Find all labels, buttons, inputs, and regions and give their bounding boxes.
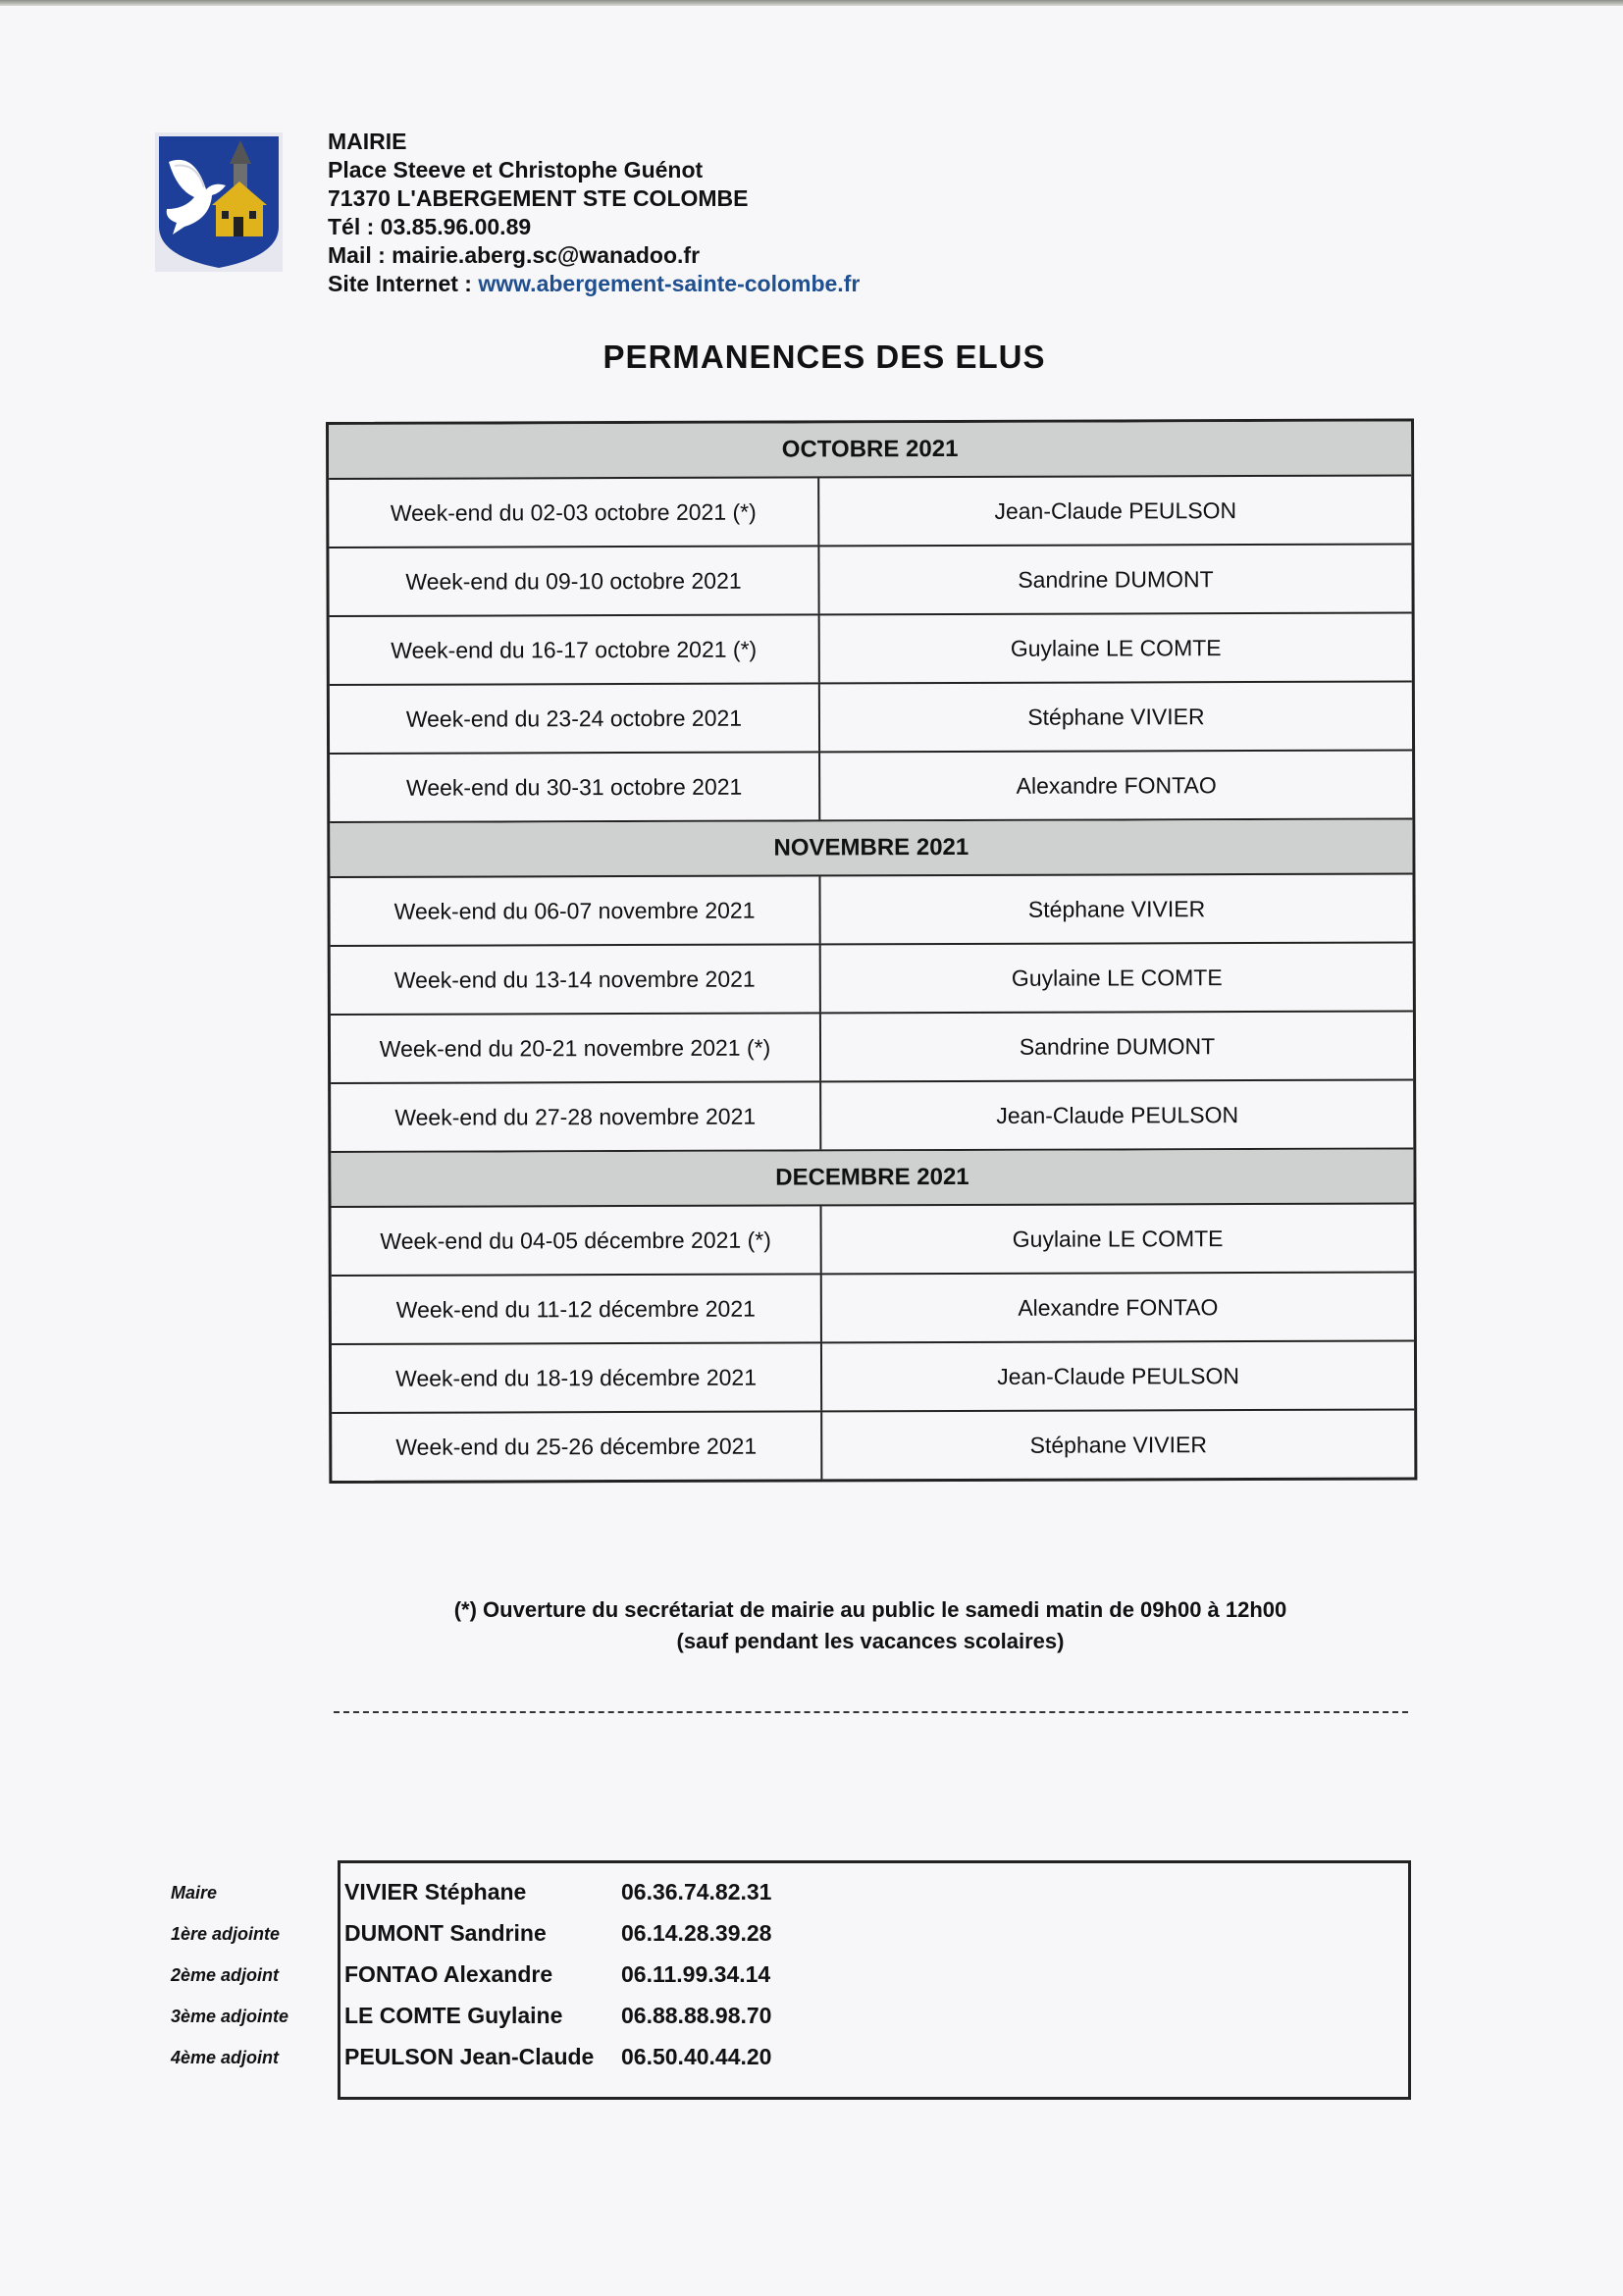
weekend-date: Week-end du 09-10 octobre 2021 [329,547,819,615]
table-row [331,1013,1413,1084]
table-row [332,1342,1414,1414]
elected-official: Jean-Claude PEULSON [997,1362,1239,1389]
contact-row [340,2036,1408,2077]
dashed-separator [334,1711,1408,1713]
role-label: 3ème adjointe [171,2007,289,2026]
table-row [329,546,1411,617]
schedule-table [326,419,1417,1484]
role-label: 4ème adjoint [171,2048,280,2067]
table-row [329,477,1411,548]
contact-phone: 06.14.28.39.28 [621,1919,772,1946]
elected-official: Alexandre FONTAO [1016,771,1217,799]
note-line-1: (*) Ouverture du secrétariat de mairie au public le samedi matin de 09h00 à 12h00 [453,1597,1287,1622]
contact-phone: 06.36.74.82.31 [621,1878,772,1905]
weekend-date: Week-end du 27-28 novembre 2021 [331,1082,821,1151]
scan-edge [0,0,1623,6]
elected-official: Stéphane VIVIER [1029,1431,1207,1458]
weekend-date: Week-end du 13-14 novembre 2021 [331,945,821,1014]
table-row [331,944,1413,1016]
mairie-website [328,270,860,298]
mairie-phone [328,213,860,241]
contact-phone: 06.11.99.34.14 [621,1960,771,1987]
dove-church-crest-icon [155,132,283,272]
weekend-date: Week-end du 18-19 décembre 2021 [332,1343,822,1412]
mail-value[interactable]: mairie.aberg.sc@wanadoo.fr [392,242,701,268]
elected-official: Sandrine DUMONT [1018,565,1214,593]
contacts-box [338,1860,1411,2100]
weekend-date: Week-end du 11-12 décembre 2021 [332,1275,822,1343]
weekend-date: Week-end du 06-07 novembre 2021 [330,876,820,945]
site-link[interactable]: www.abergement-sainte-colombe.fr [478,271,861,296]
elected-official: Sandrine DUMONT [1019,1032,1216,1060]
contact-row [340,1995,1408,2036]
contact-name: VIVIER Stéphane [344,1878,527,1905]
site-label: Site Internet : [328,271,472,296]
role-label: 2ème adjoint [171,1965,280,1985]
role-label: Maire [171,1883,218,1903]
mairie-mail [328,241,860,270]
table-row [330,875,1412,947]
elected-official: Stéphane VIVIER [1027,703,1205,730]
month-header-december: DECEMBRE 2021 [331,1150,1413,1208]
note-line-2: (sauf pendant les vacances scolaires) [676,1629,1065,1653]
weekend-date: Week-end du 30-31 octobre 2021 [330,753,820,821]
mairie-address: Place Steeve et Christophe Guénot [328,157,704,183]
table-row [330,614,1412,686]
roles-column [171,1872,288,2078]
weekend-date: Week-end du 04-05 décembre 2021 (*) [332,1206,822,1275]
weekend-date: Week-end du 16-17 octobre 2021 (*) [330,615,820,684]
table-row [332,1274,1414,1345]
contact-name: DUMONT Sandrine [344,1919,547,1946]
opening-hours-note [326,1594,1415,1657]
table-row [332,1205,1414,1277]
contact-name: FONTAO Alexandre [344,1960,553,1987]
elected-official: Guylaine LE COMTE [1010,634,1222,661]
elected-official: Stéphane VIVIER [1027,895,1206,922]
mairie-name: MAIRIE [328,129,407,154]
weekend-date: Week-end du 02-03 octobre 2021 (*) [329,478,819,547]
tel-value: 03.85.96.00.89 [380,214,532,239]
page-title: PERMANENCES DES ELUS [602,339,1046,375]
tel-label: Tél : [328,214,375,239]
table-row [331,1081,1413,1153]
mail-label: Mail : [328,242,386,268]
table-row [330,683,1412,755]
contact-phone: 06.50.40.44.20 [621,2043,772,2069]
elected-official: Jean-Claude PEULSON [994,496,1237,524]
contact-row [340,1954,1408,1995]
contact-phone: 06.88.88.98.70 [621,2002,772,2028]
contact-name: LE COMTE Guylaine [344,2002,563,2028]
role-label: 1ère adjointe [171,1924,281,1944]
elected-official: Guylaine LE COMTE [1012,1225,1224,1252]
weekend-date: Week-end du 23-24 octobre 2021 [330,684,820,753]
weekend-date: Week-end du 25-26 décembre 2021 [332,1412,822,1481]
mairie-header [328,128,860,298]
contact-row [340,1871,1408,1912]
elected-official: Alexandre FONTAO [1018,1293,1219,1321]
contact-name: PEULSON Jean-Claude [344,2043,595,2069]
table-row [332,1411,1414,1481]
elected-official: Jean-Claude PEULSON [996,1101,1239,1128]
weekend-date: Week-end du 20-21 novembre 2021 (*) [331,1014,821,1082]
contact-row [340,1912,1408,1954]
month-header-november: NOVEMBRE 2021 [330,820,1412,878]
elected-official: Guylaine LE COMTE [1011,964,1223,991]
mairie-city: 71370 L'ABERGEMENT STE COLOMBE [328,185,749,211]
table-row [330,752,1412,823]
month-header-october: OCTOBRE 2021 [329,422,1411,480]
